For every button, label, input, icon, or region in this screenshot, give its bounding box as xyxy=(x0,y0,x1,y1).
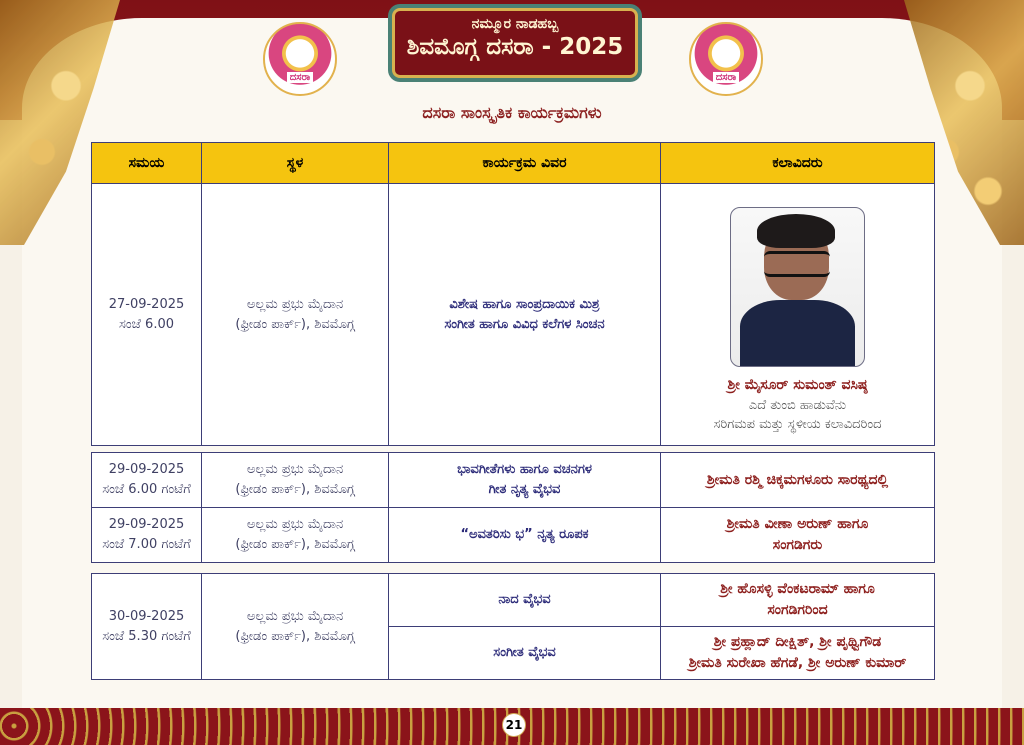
time-cell xyxy=(92,508,202,563)
artist-cell xyxy=(661,627,935,680)
program-cell: ಸಂಗೀತ ವೈಭವ xyxy=(389,627,661,680)
header-venue: ಸ್ಥಳ xyxy=(202,143,389,184)
venue-line-2: (ಫ್ರೀಡಂ ಪಾರ್ಕ್), ಶಿವಮೊಗ್ಗ xyxy=(235,316,355,332)
logo-text-right: ದಸರಾ xyxy=(713,72,740,83)
header-time: ಸಮಯ xyxy=(92,143,202,184)
artist-line-1: ಶ್ರೀ ಪ್ರಹ್ಲಾದ್ ದೀಕ್ಷಿತ್, ಶ್ರೀ ಪೃಥ್ವಿಗೌಡ xyxy=(713,634,882,650)
table-row xyxy=(92,574,935,627)
header-banner xyxy=(392,8,638,78)
header-program: ಕಾರ್ಯಕ್ರಮ ವಿವರ xyxy=(389,143,661,184)
section-title: ದಸರಾ ಸಾಂಸ್ಕೃತಿಕ ಕಾರ್ಯಕ್ರಮಗಳು xyxy=(422,103,602,122)
program-table-third xyxy=(91,573,935,680)
program-line-2: ಸಂಗೀತ ಹಾಗೂ ವಿವಿಧ ಕಲೆಗಳ ಸಿಂಚನ xyxy=(444,316,605,332)
artist-subtitle-1: ಎದೆ ತುಂಬಿ ಹಾಡುವೆನು xyxy=(748,398,847,413)
venue-line-2: (ಫ್ರೀಡಂ ಪಾರ್ಕ್), ಶಿವಮೊಗ್ಗ xyxy=(235,628,355,644)
photo-hair xyxy=(757,214,835,248)
table-row xyxy=(92,508,935,563)
artist-line-2: ಶ್ರೀಮತಿ ಸುರೇಖಾ ಹೆಗಡೆ, ಶ್ರೀ ಅರುಣ್ ಕುಮಾರ್ xyxy=(688,655,907,671)
program-table-main xyxy=(91,142,935,446)
artist-photo xyxy=(730,207,865,367)
date-text: 30-09-2025 xyxy=(108,608,185,624)
time-text: ಸಂಜೆ 5.30 ಗಂಟೆಗೆ xyxy=(102,628,191,644)
dasara-logo-left xyxy=(263,22,337,96)
artist-line-1: ಶ್ರೀ ಹೊಸಳ್ಳಿ ವೆಂಕಟರಾಮ್ ಹಾಗೂ xyxy=(720,581,875,597)
banner-kicker: ನಮ್ಮೂರ ನಾಡಹಬ್ಬ xyxy=(471,16,559,32)
artist-line-2: ಸಂಗಡಿಗರಿಂದ xyxy=(767,602,828,618)
time-text: ಸಂಜೆ 7.00 ಗಂಟೆಗೆ xyxy=(102,537,191,552)
program-line-1: ವಿಶೇಷ ಹಾಗೂ ಸಾಂಪ್ರದಾಯಿಕ ಮಿಶ್ರ xyxy=(449,296,600,312)
header-artists: ಕಲಾವಿದರು xyxy=(661,143,935,184)
program-line-1: ಭಾವಗೀತೆಗಳು ಹಾಗೂ ವಚನಗಳ xyxy=(457,462,592,477)
artist-subtitle-2: ಸರಿಗಮಪ ಮತ್ತು ಸ್ಥಳೀಯ ಕಲಾವಿದರಿಂದ xyxy=(713,417,882,432)
table-header-row xyxy=(92,143,935,184)
artist-cell xyxy=(661,508,935,563)
banner-title: ಶಿವಮೊಗ್ಗ ದಸರಾ - 2025 xyxy=(406,34,624,60)
program-line-2: ಗೀತ ನೃತ್ಯ ವೈಭವ xyxy=(488,482,561,497)
venue-line-1: ಅಲ್ಲಮ ಪ್ರಭು ಮೈದಾನ xyxy=(246,462,344,477)
program-cell: ನಾದ ವೈಭವ xyxy=(389,574,661,627)
photo-glasses xyxy=(764,251,830,277)
date-text: 27-09-2025 xyxy=(108,296,185,312)
artist-line-2: ಸಂಗಡಿಗರು xyxy=(772,537,823,553)
program-cell xyxy=(389,453,661,508)
time-cell xyxy=(92,453,202,508)
venue-cell xyxy=(202,508,389,563)
artist-cell xyxy=(661,574,935,627)
venue-cell xyxy=(202,574,389,680)
page-number: 21 xyxy=(502,713,526,737)
date-text: 29-09-2025 xyxy=(108,517,185,532)
venue-line-1: ಅಲ್ಲಮ ಪ್ರಭು ಮೈದಾನ xyxy=(246,296,344,312)
venue-line-1: ಅಲ್ಲಮ ಪ್ರಭು ಮೈದಾನ xyxy=(246,517,344,532)
date-text: 29-09-2025 xyxy=(108,462,185,477)
venue-cell xyxy=(202,184,389,446)
program-cell xyxy=(389,184,661,446)
table-row xyxy=(92,453,935,508)
artist-cell xyxy=(661,184,935,446)
time-cell xyxy=(92,574,202,680)
artist-line-1: ಶ್ರೀಮತಿ ವೀಣಾ ಅರುಣ್ ಹಾಗೂ xyxy=(726,516,869,532)
time-text: ಸಂಜೆ 6.00 xyxy=(119,316,174,332)
program-cell: “ಅವತರಿಸು ಭ” ನೃತ್ಯ ರೂಪಕ xyxy=(389,508,661,563)
table-row xyxy=(92,184,935,446)
photo-body xyxy=(740,300,855,367)
time-text: ಸಂಜೆ 6.00 ಗಂಟೆಗೆ xyxy=(102,482,191,497)
time-cell xyxy=(92,184,202,446)
venue-cell xyxy=(202,453,389,508)
venue-line-1: ಅಲ್ಲಮ ಪ್ರಭು ಮೈದಾನ xyxy=(246,608,344,624)
program-table-second xyxy=(91,452,935,563)
artist-cell: ಶ್ರೀಮತಿ ರಶ್ಮಿ ಚಿಕ್ಕಮಗಳೂರು ಸಾರಥ್ಯದಲ್ಲಿ xyxy=(661,453,935,508)
dasara-logo-right xyxy=(689,22,763,96)
venue-line-2: (ಫ್ರೀಡಂ ಪಾರ್ಕ್), ಶಿವಮೊಗ್ಗ xyxy=(235,482,355,497)
logo-text-left: ದಸರಾ xyxy=(287,72,314,83)
venue-line-2: (ಫ್ರೀಡಂ ಪಾರ್ಕ್), ಶಿವಮೊಗ್ಗ xyxy=(235,537,355,552)
artist-name: ಶ್ರೀ ಮೈಸೂರ್ ಸುಮಂತ್ ವಸಿಷ್ಠ xyxy=(727,377,868,393)
